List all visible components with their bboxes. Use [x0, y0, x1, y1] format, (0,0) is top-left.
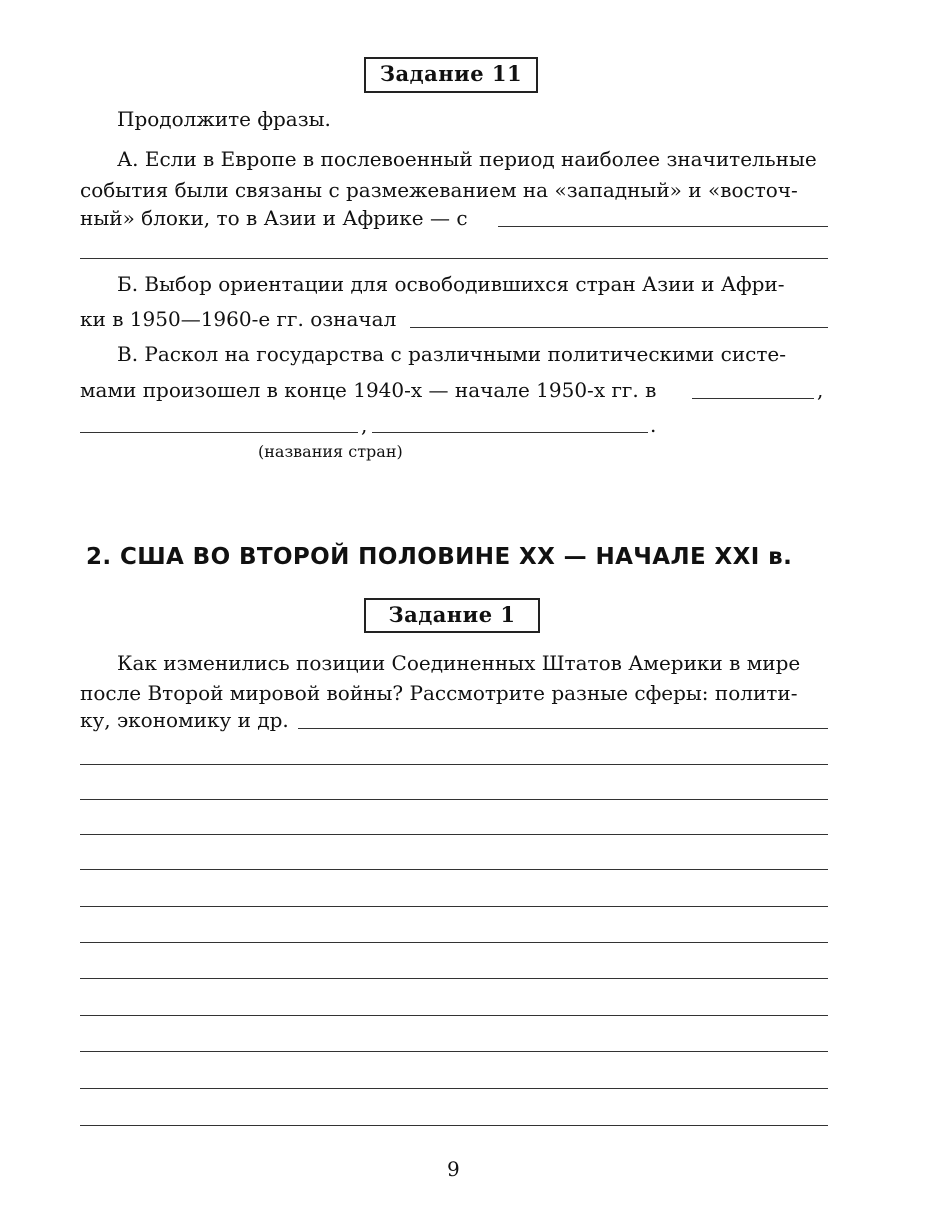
- task1-answer-line-first[interactable]: [298, 728, 828, 729]
- task1-line1: Как изменились позиции Соединенных Штатов Америки в мире: [117, 651, 801, 675]
- item-c-country1-line[interactable]: [692, 398, 814, 399]
- item-c-line2: мами произошел в конце 1940-х — начале 1950-х гг. в: [80, 378, 657, 402]
- task1-answer-line[interactable]: [80, 834, 828, 835]
- item-b-line2: ки в 1950—1960-е гг. означал: [80, 307, 397, 331]
- task1-answer-line[interactable]: [80, 799, 828, 800]
- task1-line3: ку, экономику и др.: [80, 708, 289, 732]
- item-a-line1: А. Если в Европе в послевоенный период наиболее значительные: [117, 147, 817, 171]
- item-a-line3: ный» блоки, то в Азии и Африке — с: [80, 206, 468, 230]
- item-b-line1: Б. Выбор ориентации для освободившихся стран Азии и Афри-: [117, 272, 785, 296]
- item-a-answer-line-2[interactable]: [80, 258, 828, 259]
- item-c-country2-line[interactable]: [80, 432, 358, 433]
- item-a-line2: события были связаны с размежеванием на «западный» и «восточ-: [80, 178, 798, 202]
- item-c-period: .: [650, 413, 657, 437]
- task1-answer-line[interactable]: [80, 1051, 828, 1052]
- task1-answer-line[interactable]: [80, 942, 828, 943]
- task1-line2: после Второй мировой войны? Рассмотрите разные сферы: полити-: [80, 681, 798, 705]
- task11-label: Задание 11: [364, 57, 538, 93]
- item-a-answer-line[interactable]: [498, 226, 828, 227]
- page-number: 9: [447, 1157, 460, 1181]
- task1-label: Задание 1: [364, 598, 540, 633]
- item-b-answer-line[interactable]: [410, 327, 828, 328]
- task1-answer-line[interactable]: [80, 1088, 828, 1089]
- task1-answer-line[interactable]: [80, 978, 828, 979]
- item-c-comma-mid: ,: [361, 413, 368, 437]
- task1-answer-line[interactable]: [80, 869, 828, 870]
- task1-answer-line[interactable]: [80, 1015, 828, 1016]
- task11-intro: Продолжите фразы.: [117, 107, 331, 131]
- item-c-comma-end: ,: [817, 378, 824, 402]
- section-heading: 2. США ВО ВТОРОЙ ПОЛОВИНЕ XX — НАЧАЛЕ XXI в.: [86, 544, 793, 570]
- item-c-country3-line[interactable]: [372, 432, 648, 433]
- item-c-caption: (названия стран): [258, 442, 403, 461]
- task1-answer-line[interactable]: [80, 764, 828, 765]
- item-c-line1: В. Раскол на государства с различными политическими систе-: [117, 342, 787, 366]
- task1-answer-line[interactable]: [80, 906, 828, 907]
- task1-answer-line[interactable]: [80, 1125, 828, 1126]
